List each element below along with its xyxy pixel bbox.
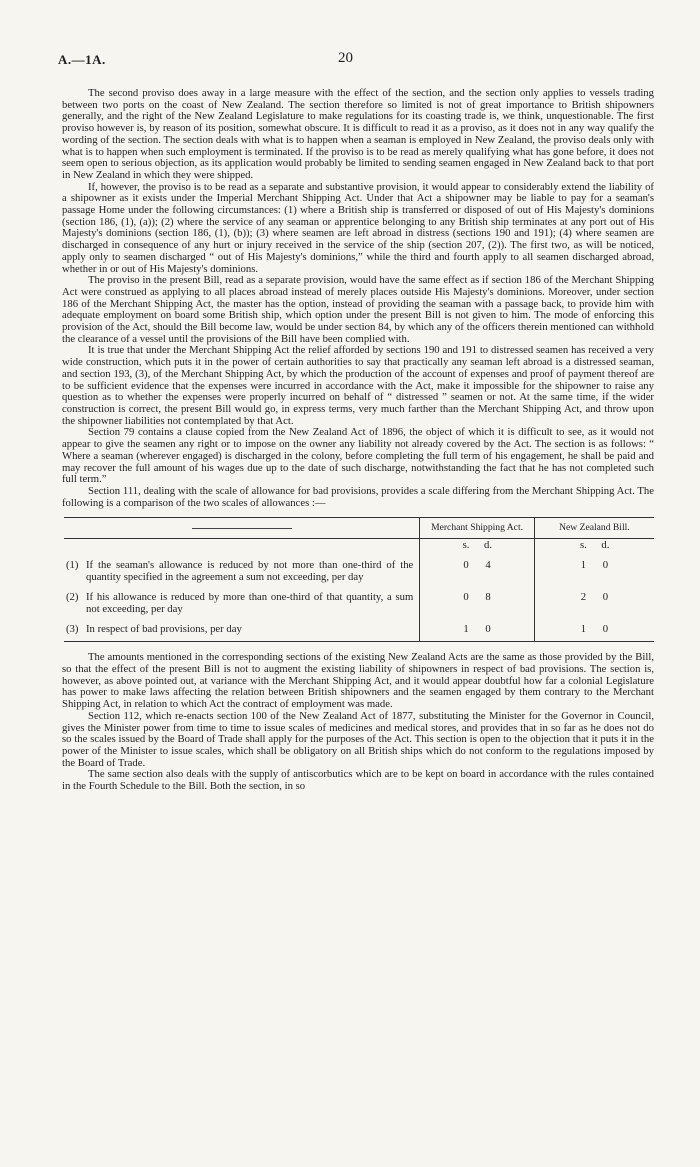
- page-number: 20: [338, 50, 353, 66]
- body-text: [62, 88, 654, 793]
- new-zealand-amount: [537, 591, 652, 603]
- paragraph: Section 79 contains a clause copied from the New Zealand Act of 1896, the object of which it is difficult to see, as it would not appear to give the seamen any right or to impose on the owner any liability not already covered by the Act. The section is as follows: “ Where a seaman (wherever engaged) is discharged in the colony, before completing the full term of his engagement, he shall be paid and may recover the full amount of his wages due up to the date of such discharge, notwithstanding the fact that he has not completed such full term.”: [62, 426, 654, 486]
- paragraph: The same section also deals with the supply of antiscorbutics which are to be kept on board in accordance with the rules contained in the Fourth Schedule to the Bill. Both the section, in so: [62, 768, 654, 793]
- pence-value: 0: [602, 559, 609, 572]
- paragraph: It is true that under the Merchant Shipping Act the relief afforded by sections 190 and 191 to distressed seamen has received a very wide construction, which puts it in the power of certain authorities to say that practically any seaman left abroad is a distressed seaman, and section 193, (3), of the Merchant Shipping Act, by which the production of the account of expenses and proof of payment thereof are to be sufficient evidence that the expenses were incurred in accordance with the Act, make it impossible for the shipowner to raise any question as to whether the expenses were properly incurred on behalf of “ distressed ” seamen or not. At the same time, if the wider construction is correct, the present Bill would go, in express terms, very much farther than the Merchant Shipping Act, and throw upon the shipowner liabilities not contemplated by that Act.: [62, 344, 654, 427]
- paragraph: The proviso in the present Bill, read as a separate provision, would have the same effect as if section 186 of the Merchant Shipping Act were construed as applying to all places abroad instead of merely places outside His Majesty's dominions. Moreover, under section 186 of the Merchant Shipping Act, the master has the option, instead of providing the seaman with a passage back, to provide him with adequate employment on board some British ship, which option under the present Bill is not given to him. The mode of enforcing this provision of the Act, should the Bill become law, would be under section 84, by which any of the officers therein mentioned can withhold the clearance of a vessel until the provisions of the Bill have been complied with.: [62, 274, 654, 345]
- row-number: (1): [66, 559, 79, 572]
- pence-value: 0: [485, 623, 491, 636]
- page-reference: A.—1A.: [58, 52, 106, 67]
- paragraph: The amounts mentioned in the corresponding sections of the existing New Zealand Acts are the same as those provided by the Bill, so that the effect of the present Bill is not to augment the existing liability of shipowners in respect of bad provisions. The section is, however, as above pointed out, at variance with the Merchant Shipping Act, and it would appear doubtful how far a colonial Legislature has power to make laws affecting the relation between British shipowners and the seamen engaged by them contrary to the Merchant Shipping Act, in relation to which Act the contract of employment was made.: [62, 651, 654, 711]
- table-row: [64, 559, 654, 591]
- merchant-shipping-amount: [422, 559, 531, 571]
- pence-value: 0: [602, 591, 609, 604]
- description-header: [64, 518, 420, 539]
- pence-value: 4: [485, 559, 491, 572]
- row-number: (2): [66, 591, 79, 604]
- pence-value: 0: [602, 623, 609, 636]
- pence-unit: d.: [484, 539, 493, 552]
- paragraph: If, however, the proviso is to be read as a separate and substantive provision, it would appear to considerably extend the liability of a shipowner as it exists under the Imperial Merchant Shipping Act. Under that Act a shipowner may be liable to pay for a seaman's passage Home under the following circumstances: (1) where a British ship is transferred or disposed of out of His Majesty's dominions (section 186, (1), (a)); (2) where the service of any seaman or apprentice belonging to any British ship terminates at any port out of His Majesty's dominions (section 186, (1), (b)); (3) where seamen are left abroad in distress (sections 190 and 191); (4) where seamen are discharged in consequence of any hurt or injury received in the service of the ship (section 207, (2)). The first two, as will be noticed, apply only to seamen discharged “ out of His Majesty's dominions,” while the third and fourth apply to all seamen discharged abroad, whether in or out of His Majesty's dominions.: [62, 180, 654, 275]
- table-header-row: [64, 518, 654, 539]
- table-row: [64, 623, 654, 642]
- row-description: If his allowance is reduced by more than one-third of that quantity, a sum not exceeding, per day: [86, 591, 414, 616]
- paragraph: Section 112, which re-enacts section 100 of the New Zealand Act of 1877, substituting the Minister for the Governor in Council, gives the Minister power from time to time to issue scales of medicines and medical stores, and provides that in so far as he does not do so the scales issued by the Board of Trade shall apply for the purposes of the Act. This section is open to the objection that it puts it in the power of the Minister to issue scales, which shall be obligatory on all British ships which do not conform to the regulations imposed by the Board of Trade.: [62, 709, 654, 769]
- table-row: [64, 591, 654, 623]
- shillings-value: 0: [463, 591, 469, 604]
- shillings-value: 1: [463, 623, 469, 636]
- shillings-value: 1: [580, 623, 587, 636]
- shillings-value: 1: [580, 559, 587, 572]
- row-description: In respect of bad provisions, per day: [86, 623, 242, 636]
- merchant-shipping-amount: [422, 623, 531, 635]
- merchant-shipping-amount: [422, 591, 531, 603]
- pence-value: 8: [485, 591, 491, 604]
- row-number: (3): [66, 623, 79, 636]
- merchant-shipping-header: Merchant Shipping Act.: [420, 518, 534, 539]
- allowance-comparison-table: [64, 517, 654, 642]
- paragraph: The second proviso does away in a large measure with the effect of the section, and the section only applies to vessels trading between two ports on the coast of New Zealand. The section therefore so limited is not of great importance to British shipowners generally, and the right of the New Zealand Legislature to make regulations for its coasting trade is, we think, unquestionable. The first proviso however is, by reason of its position, somewhat obscure. It is difficult to read it as a proviso, as it does not in any way qualify the wording of the section. The section deals with what is to happen when a seaman is employed in New Zealand, the proviso deals only with what is to happen when such employment is terminated. If the proviso is to be read as merely qualifying what has gone before, it does not seem open to serious objection, as its application would probably be limited to sending seamen engaged in New Zealand back to that port in New Zealand in which they were shipped.: [62, 87, 654, 181]
- new-zealand-amount: [537, 559, 652, 571]
- pence-unit: d.: [601, 539, 610, 552]
- new-zealand-header: New Zealand Bill.: [534, 518, 654, 539]
- shillings-value: 2: [580, 591, 587, 604]
- shillings-unit: s.: [579, 539, 587, 552]
- units-row: [64, 539, 654, 560]
- row-description: If the seaman's allowance is reduced by not more than one-third of the quantity specified in the agreement a sum not exceeding, per day: [86, 559, 414, 584]
- header-dash: [192, 528, 292, 529]
- paragraph: Section 111, dealing with the scale of allowance for bad provisions, provides a scale differing from the Merchant Shipping Act. The following is a comparison of the two scales of allowances :—: [62, 484, 654, 509]
- new-zealand-amount: [537, 623, 652, 635]
- shillings-unit: s.: [462, 539, 470, 552]
- shillings-value: 0: [463, 559, 469, 572]
